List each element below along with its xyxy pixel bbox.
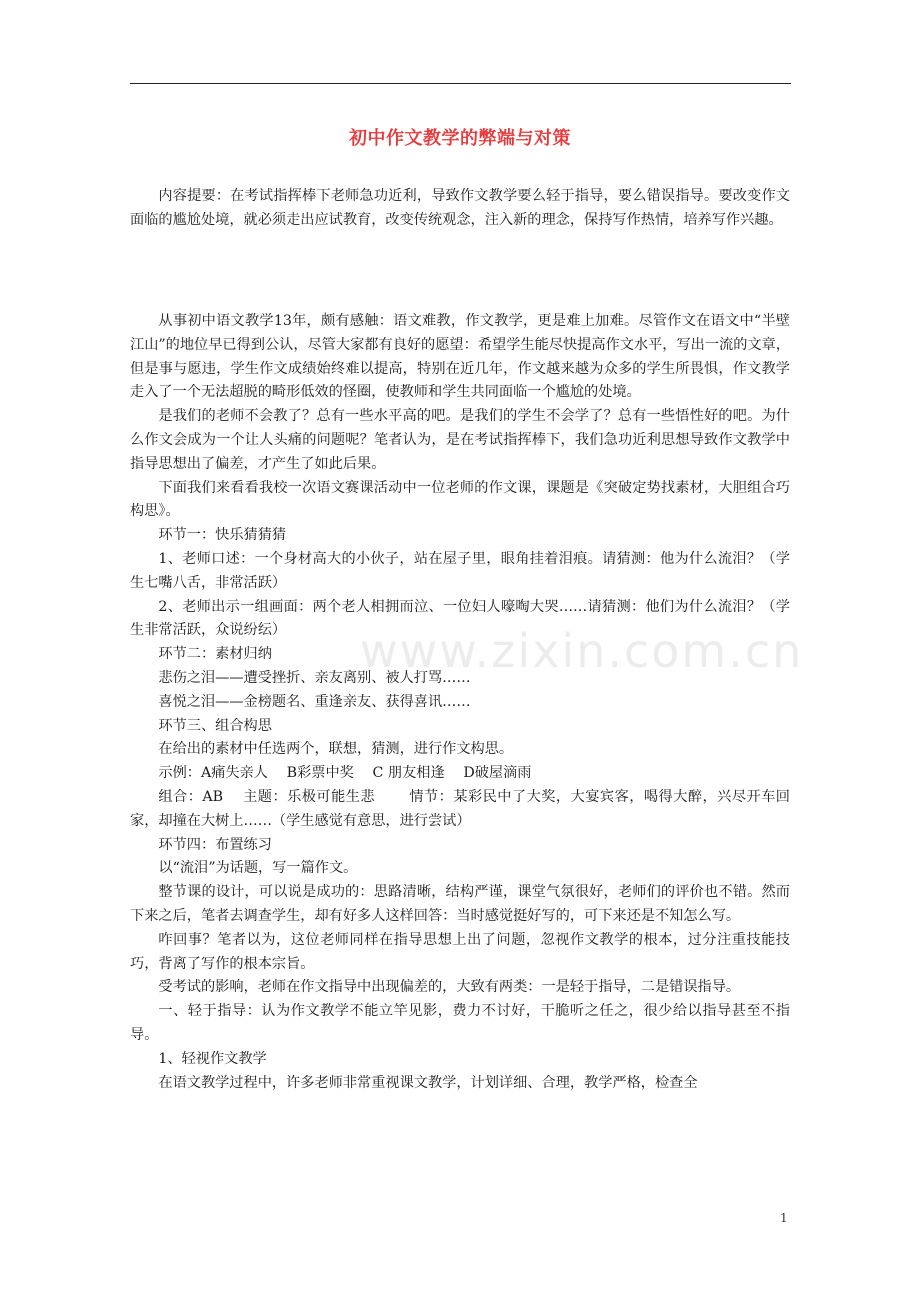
body-paragraph: 1、老师口述：一个身材高大的小伙子，站在屋子里，眼角挂着泪痕。请猜测：他为什么流泪？（学生七嘴八舌，非常活跃）: [130, 550, 790, 591]
body-paragraph: 示例：A痛失亲人 B彩票中奖 C 朋友相逢 D破屋滴雨: [158, 765, 532, 782]
body-paragraph: 咋回事？笔者以为，这位老师同样在指导思想上出了问题，忽视作文教学的根本，过分注重技能技巧，背离了写作的根本宗旨。: [130, 931, 790, 972]
watermark: www.zixin.com.cn: [360, 624, 804, 678]
body-paragraph: 是我们的老师不会教了？总有一些水平高的吧。是我们的学生不会学了？总有一些悟性好的吧。为什么作文会成为一个让人头痛的问题呢？笔者认为，是在考试指挥棒下，我们急功近利思想导致作文教学中指导思想出了偏差，才产生了如此后果。: [130, 408, 790, 472]
page-number: 1: [780, 1211, 788, 1225]
section-heading: 环节一：快乐猜猜猜: [158, 527, 287, 544]
body-paragraph: 在语文教学过程中，许多老师非常重视课文教学，计划详细、合理，教学严格，检查全: [158, 1074, 698, 1091]
body-paragraph: 整节课的设计，可以说是成功的：思路清晰，结构严谨，课堂气氛很好，老师们的评价也不错。然而下来之后，笔者去调查学生，却有好多人这样回答：当时感觉挺好写的，可下来还是不知怎么写。: [130, 884, 790, 924]
section-heading: 环节四：布置练习: [158, 836, 272, 853]
body-paragraph: 以“流泪”为话题，写一篇作文。: [158, 860, 358, 877]
body-paragraph: 2、老师出示一组画面：两个老人相拥而泣、一位妇人嚎啕大哭……请猜测：他们为什么流泪？（学生非常活跃，众说纷纭）: [130, 598, 790, 639]
abstract-paragraph: 内容提要：在考试指挥棒下老师急功近利，导致作文教学要么轻于指导，要么错误指导。要改变作文面临的尴尬处境，就必须走出应试教育，改变传统观念，注入新的理念，保持写作热情，培养写作兴趣。: [130, 188, 790, 228]
body-paragraph: 在给出的素材中任选两个，联想，猜测，进行作文构思。: [158, 741, 514, 758]
body-paragraph: 组合：AB 主题：乐极可能生悲 情节：某彩民中了大奖，大宴宾客，喝得大醉，兴尽开车回家，却撞在大树上……（学生感觉有意思，进行尝试）: [130, 788, 790, 829]
body-paragraph: 悲伤之泪——遭受挫折、亲友离别、被人打骂……: [158, 669, 471, 686]
document-title: 初中作文教学的弊端与对策: [349, 128, 571, 149]
section-heading: 环节三、组合构思: [158, 717, 272, 734]
body-paragraph: 受考试的影响，老师在作文指导中出现偏差的，大致有两类：一是轻于指导，二是错误指导。: [158, 979, 741, 996]
body-text: [130, 310, 790, 1095]
body-paragraph: 下面我们来看看我校一次语文赛课活动中一位老师的作文课，课题是《突破定势找素材，大胆组合巧构思》。: [130, 479, 790, 520]
body-paragraph: 从事初中语文教学13年，颇有感触：语文难教，作文教学，更是难上加难。尽管作文在语文中“半壁江山”的地位早已得到公认，尽管大家都有良好的愿望：希望学生能尽快提高作文水平，写出一流的文章，但是事与愿违，学生作文成绩始终难以提高，特别在近几年，作文越来越为众多的学生所畏惧，作文教学走入了一个无法超脱的畸形低效的怪圈，使教师和学生共同面临一个尴尬的处境。: [130, 313, 790, 401]
body-paragraph: 喜悦之泪——金榜题名、重逢亲友、获得喜讯……: [158, 693, 471, 710]
section-heading: 环节二：素材归纳: [158, 646, 272, 663]
section-heading: 1、轻视作文教学: [158, 1050, 267, 1067]
body-paragraph: 一、轻于指导：认为作文教学不能立竿见影，费力不讨好，干脆听之任之，很少给以指导甚至不指导。: [130, 1003, 790, 1043]
header-rule: [130, 83, 791, 84]
